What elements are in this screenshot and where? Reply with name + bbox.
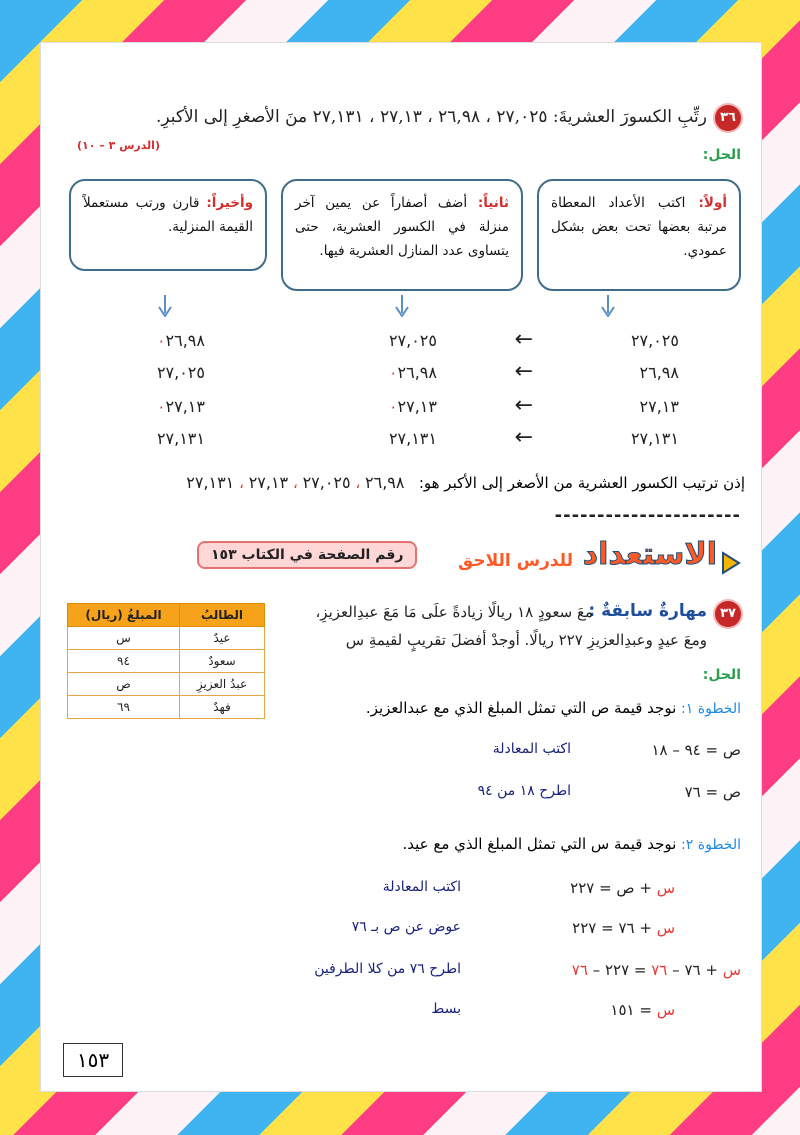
equation-note: اكتب المعادلة <box>382 879 461 895</box>
equation-note: اطرح ٧٦ من كلا الطرفين <box>314 961 461 977</box>
conclusion-text: إذن ترتيب الكسور العشرية من الأصغر إلى الأكبر هو: <box>418 474 745 492</box>
ordered-value: ٢٧,٠٢٥ <box>302 473 351 492</box>
question-36-text: رتِّبِ الكسورَ العشريةَ: ٢٧,٠٢٥ ، ٢٦,٩٨ ، ٢٧,١٣ ، ٢٧,١٣١ منَ الأصغرِ إلى الأكبرِ. <box>155 107 707 127</box>
equation-rest: + ٧٦ = ٢٢٧ <box>572 919 652 937</box>
question-37-number: ٣٧ <box>715 601 741 627</box>
subtracted-value: ٧٦ <box>651 961 668 979</box>
step-box-first-label: أولاً: <box>698 195 728 211</box>
left-arrow-icon: ← <box>514 393 533 418</box>
down-arrow-icon <box>601 295 615 317</box>
table-row <box>68 627 265 650</box>
col3-value <box>157 429 205 448</box>
step2-label: الخطوة ٢: <box>681 837 741 853</box>
separator: ، <box>292 474 298 492</box>
separator: ، <box>239 474 244 492</box>
step2-text: نوجد قيمة س التي تمثل المبلغ الذي مع عيد. <box>402 835 677 853</box>
equation-rest: + ص = ٢٢٧ <box>570 879 652 897</box>
variable-s: س <box>656 1001 675 1019</box>
col3-base: ٢٧,١٣١ <box>156 429 205 448</box>
equation-note: اكتب المعادلة <box>492 741 571 757</box>
amounts-table <box>67 603 265 719</box>
ordered-value: ٢٧,١٣١ <box>186 473 235 492</box>
separator: ، <box>355 474 361 492</box>
table-cell: عيدٌ <box>180 627 265 650</box>
variable-s: س <box>656 919 675 937</box>
question-37-line1: معَ سعودٍ ١٨ ريالًا زيادةً علَى مَا مَعَ عبدِالعزيزِ، <box>315 603 593 621</box>
added-zero: ٠ <box>388 363 398 382</box>
prep-subtitle: للدرس اللاحق <box>458 551 573 571</box>
left-arrow-icon: ← <box>514 425 533 450</box>
step-box-first-text: اكتب الأعداد المعطاة مرتبة بعضها تحت بعض بشكل عمودي. <box>551 195 727 259</box>
book-page-reference: رقم الصفحة في الكتاب ١٥٣ <box>197 541 417 569</box>
step2 <box>402 835 741 853</box>
ordered-value: ٢٦,٩٨ <box>365 473 405 492</box>
col2-value <box>389 397 437 416</box>
down-arrow-icon <box>158 295 172 317</box>
left-arrow-icon: ← <box>514 327 533 352</box>
dashed-separator: ---------------------- <box>554 505 741 526</box>
col3-value <box>157 363 205 382</box>
solution-label-37: الحل: <box>702 667 741 683</box>
equation-rest: = ٢٢٧ – <box>592 961 647 979</box>
table-cell: س <box>68 627 180 650</box>
col2-value <box>389 363 437 382</box>
subtracted-value: ٧٦ <box>571 961 588 979</box>
col3-base: ٢٧,١٣ <box>165 397 205 416</box>
down-arrow-icon <box>395 295 409 317</box>
equation-note: عوض عن ص بـ ٧٦ <box>351 919 461 935</box>
equation: ص = ٧٦ <box>684 783 741 801</box>
step-box-last <box>69 179 267 271</box>
step1-label: الخطوة ١: <box>681 701 741 717</box>
table-cell: سعودٌ <box>180 650 265 673</box>
question-37-line2: ومعَ عيدٍ وعبدِالعزيزِ ٢٢٧ ريالًا. أوجدْ أفضلَ تقريبٍ لقيمةِ س <box>345 631 707 649</box>
added-zero: ٠ <box>156 331 166 350</box>
step-box-last-label: وأخيراً: <box>206 195 253 211</box>
col2-base: ٢٧,٠٢٥ <box>388 331 437 350</box>
col1-value: ٢٧,١٣١ <box>630 429 679 448</box>
added-zero: ٠ <box>388 397 398 416</box>
step1-text: نوجد قيمة ص التي تمثل المبلغ الذي مع عبدالعزيز. <box>365 699 677 717</box>
page <box>40 42 762 1092</box>
col2-value <box>389 429 437 448</box>
variable-s: س <box>722 961 741 979</box>
triangle-pointer-icon <box>721 551 741 575</box>
step-box-second <box>281 179 523 291</box>
variable-s: س <box>656 879 675 897</box>
col2-base: ٢٦,٩٨ <box>397 363 437 382</box>
step-box-last-text: قارن ورتب مستعملاً القيمة المنزلية. <box>83 195 253 235</box>
step-box-second-text: أضف أصفاراً عن يمين آخر منزلة في الكسور العشرية، حتى يتساوى عدد المنازل العشرية فيها. <box>295 195 509 259</box>
col3-value <box>157 397 205 416</box>
question-36-number: ٣٦ <box>715 105 741 131</box>
equation <box>570 879 675 897</box>
col1-value: ٢٧,١٣ <box>639 397 679 416</box>
equation-note: اطرح ١٨ من ٩٤ <box>477 783 571 799</box>
table-cell: ص <box>68 673 180 696</box>
lesson-reference: (الدرس ٣ – ١٠) <box>77 139 160 152</box>
col1-value: ٢٧,٠٢٥ <box>630 331 679 350</box>
step1 <box>366 699 741 717</box>
col1-value: ٢٦,٩٨ <box>639 363 679 382</box>
col3-value <box>157 331 205 350</box>
table-row <box>68 650 265 673</box>
prior-skill-label: مهارةٌ سابقةٌ : <box>588 601 707 621</box>
equation-rest: = ١٥١ <box>610 1001 652 1019</box>
added-zero: ٠ <box>156 397 166 416</box>
solution-label-36: الحل: <box>702 147 741 163</box>
equation-rest: + ٧٦ – <box>672 961 718 979</box>
prep-title: الاستعداد <box>582 537 717 572</box>
page-number: ١٥٣ <box>63 1043 123 1077</box>
table-cell: ٦٩ <box>68 696 180 719</box>
col2-value <box>389 331 437 350</box>
table-row <box>68 673 265 696</box>
step-box-first <box>537 179 741 291</box>
table-row <box>68 696 265 719</box>
col3-base: ٢٧,٠٢٥ <box>156 363 205 382</box>
table-cell: ٩٤ <box>68 650 180 673</box>
equation <box>572 919 675 937</box>
ordered-value: ٢٧,١٣ <box>248 473 289 492</box>
table-cell: فهدٌ <box>180 696 265 719</box>
table-cell: عبدُ العزيزِ <box>180 673 265 696</box>
step-box-second-label: ثانياً: <box>477 195 509 211</box>
equation <box>572 961 741 979</box>
equation: ص = ٩٤ – ١٨ <box>651 741 741 759</box>
col2-base: ٢٧,١٣ <box>397 397 437 416</box>
equation <box>610 1001 675 1019</box>
equation-note: بسط <box>431 1001 461 1017</box>
table-header: المبلغُ (ريال) <box>68 604 180 627</box>
conclusion <box>186 473 745 492</box>
col3-base: ٢٦,٩٨ <box>165 331 205 350</box>
table-header: الطالبُ <box>180 604 265 627</box>
col2-base: ٢٧,١٣١ <box>388 429 437 448</box>
left-arrow-icon: ← <box>514 359 533 384</box>
table-header-row <box>68 604 265 627</box>
